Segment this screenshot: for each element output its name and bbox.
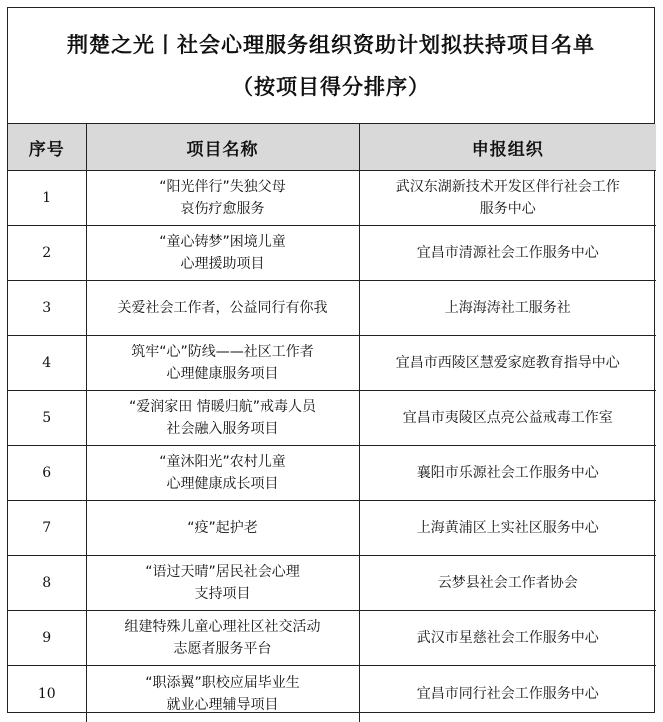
- document-title: 荆楚之光丨社会心理服务组织资助计划拟扶持项目名单: [67, 32, 595, 57]
- applicant-org: [359, 611, 656, 666]
- table-row: [8, 446, 656, 501]
- project-name-line: 社会融入服务项目: [166, 421, 279, 437]
- header-org: 申报组织: [359, 124, 656, 171]
- project-name-line: 心理健康成长项目: [166, 476, 279, 492]
- applicant-org-line: 宜昌市清源社会工作服务中心: [416, 245, 599, 261]
- row-number: 9: [8, 611, 86, 666]
- project-table: [8, 124, 656, 722]
- applicant-org: [359, 556, 656, 611]
- project-name: [86, 226, 359, 281]
- applicant-org: [359, 226, 656, 281]
- project-name-line: “童沐阳光”农村儿童: [159, 454, 286, 470]
- applicant-org-line: 武汉东湖新技术开发区伴行社会工作: [395, 179, 620, 195]
- row-number: 10: [8, 666, 86, 722]
- row-number: 5: [8, 391, 86, 446]
- project-name: [86, 171, 359, 226]
- project-name: [86, 666, 359, 722]
- applicant-org: [359, 171, 656, 226]
- applicant-org-line: 上海海涛社工服务社: [444, 300, 571, 316]
- project-name-line: “疫”起护老: [187, 520, 258, 536]
- applicant-org-line: 宜昌市西陵区慧爱家庭教育指导中心: [395, 355, 620, 371]
- project-name: [86, 556, 359, 611]
- table-row: [8, 336, 656, 391]
- table-row: [8, 226, 656, 281]
- row-number: 8: [8, 556, 86, 611]
- project-name-line: 志愿者服务平台: [173, 641, 272, 657]
- project-name-line: 筑牢“心”防线——社区工作者: [131, 344, 314, 360]
- table-row: [8, 391, 656, 446]
- applicant-org: [359, 391, 656, 446]
- project-name-line: “爱润家田 情暖归航”戒毒人员: [129, 399, 316, 415]
- project-name-line: “阳光伴行”失独父母: [159, 179, 286, 195]
- project-name: [86, 501, 359, 556]
- applicant-org-line: 服务中心: [479, 201, 536, 217]
- project-name-line: 心理健康服务项目: [166, 366, 279, 382]
- table-row: [8, 611, 656, 666]
- applicant-org: [359, 281, 656, 336]
- project-name: [86, 446, 359, 501]
- project-name-line: “职添翼”职校应届毕业生: [145, 674, 300, 691]
- header-project: 项目名称: [86, 124, 359, 171]
- row-number: 6: [8, 446, 86, 501]
- table-row: [8, 501, 656, 556]
- row-number: 1: [8, 171, 86, 226]
- project-name-line: “语过天晴”居民社会心理: [145, 564, 300, 580]
- applicant-org-line: 武汉市星慈社会工作服务中心: [416, 630, 599, 646]
- project-name: [86, 281, 359, 336]
- project-name: [86, 391, 359, 446]
- document-frame: [7, 7, 655, 713]
- document-subtitle: （按项目得分排序）: [232, 74, 430, 99]
- applicant-org-line: 云梦县社会工作者协会: [437, 575, 578, 591]
- title-block: [8, 8, 654, 124]
- project-name-line: 关爱社会工作者，公益同行有你我: [117, 300, 328, 316]
- row-number: 3: [8, 281, 86, 336]
- project-name-line: 心理援助项目: [180, 256, 265, 272]
- header-no: 序号: [8, 124, 86, 171]
- applicant-org: [359, 336, 656, 391]
- row-number: 4: [8, 336, 86, 391]
- row-number: 2: [8, 226, 86, 281]
- row-number: 7: [8, 501, 86, 556]
- applicant-org-line: 宜昌市夷陵区点亮公益戒毒工作室: [402, 410, 613, 426]
- project-name: [86, 336, 359, 391]
- table-row: [8, 281, 656, 336]
- project-name-line: 组建特殊儿童心理社区社交活动: [124, 619, 321, 635]
- table-header-row: [8, 124, 656, 171]
- project-name-line: 就业心理辅导项目: [166, 696, 279, 713]
- table-body: [8, 171, 656, 722]
- applicant-org-line: 襄阳市乐源社会工作服务中心: [416, 465, 599, 481]
- project-name-line: 支持项目: [194, 586, 251, 602]
- table-row: [8, 666, 656, 722]
- applicant-org: [359, 666, 656, 722]
- applicant-org-line: 宜昌市同行社会工作服务中心: [416, 685, 599, 702]
- table-row: [8, 171, 656, 226]
- applicant-org-line: 上海黄浦区上实社区服务中心: [416, 520, 599, 536]
- table-row: [8, 556, 656, 611]
- applicant-org: [359, 446, 656, 501]
- project-name: [86, 611, 359, 666]
- project-name-line: “童心铸梦”困境儿童: [159, 234, 286, 250]
- applicant-org: [359, 501, 656, 556]
- project-name-line: 哀伤疗愈服务: [180, 201, 265, 217]
